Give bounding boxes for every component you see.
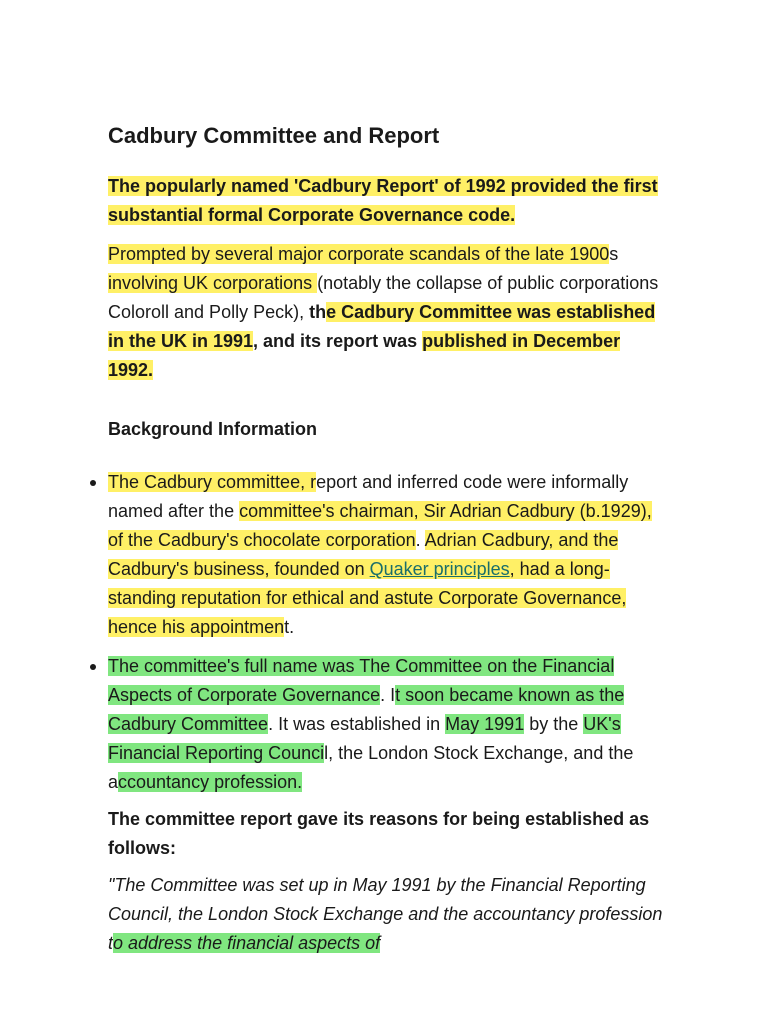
quaker-principles-link[interactable]: Quaker principles xyxy=(369,559,510,579)
intro-text-1: s xyxy=(609,244,619,264)
page-title: Cadbury Committee and Report xyxy=(108,123,440,148)
lead-text: The popularly named 'Cadbury Report' of 1992 provided the first substantial formal Corporate Governance code. xyxy=(108,176,658,225)
quote-highlight: o address the financial aspects of xyxy=(113,933,381,953)
quote-paragraph xyxy=(108,871,668,958)
intro-bold-highlight-2: published in December 1992. xyxy=(108,331,621,380)
background-list xyxy=(108,468,668,797)
bullet2-highlight-1: The committee's full name was The Committee on the Financial Aspects of Corporate Governance xyxy=(108,656,615,705)
bullet1-highlight-4: , had a long-standing reputation for ethical and astute Corporate Governance, hence his appointmen xyxy=(108,559,627,637)
list-item xyxy=(108,652,668,797)
intro-highlight-1: Prompted by several major corporate scandals of the late 1900 xyxy=(108,244,610,264)
intro-bold-2: , and its report was xyxy=(253,331,423,351)
bullet1-highlight-2: committee's chairman, Sir Adrian Cadbury (b.1929), of the Cadbury's chocolate corporation xyxy=(108,501,652,550)
document-content xyxy=(108,121,668,958)
intro-text-2: (notably the collapse of public corporations Coloroll and Polly Peck), xyxy=(108,273,659,322)
bullet2-text-3: by the xyxy=(524,714,584,734)
bullet2-highlight-4: UK's Financial Reporting Counci xyxy=(108,714,621,763)
lead-paragraph xyxy=(108,172,668,230)
bullet2-text-2: . It was established in xyxy=(268,714,446,734)
bullet1-highlight-1: The Cadbury committee, r xyxy=(108,472,317,492)
bullet2-text-4: l, the London Stock Exchange, and the a xyxy=(108,743,634,792)
bullet1-text-2: . xyxy=(415,530,421,550)
bullet1-highlight-3: Adrian Cadbury, and the Cadbury's business, founded on xyxy=(108,530,619,579)
intro-highlight-2: involving UK corporations xyxy=(108,273,318,293)
bullet2-text-1: . I xyxy=(380,685,396,705)
intro-paragraph xyxy=(108,240,668,385)
bullet2-highlight-3: May 1991 xyxy=(445,714,525,734)
list-item xyxy=(108,468,668,642)
quote-text: "The Committee was set up in May 1991 by the Financial Reporting Council, the London Stock Exchange and the accountancy profession t xyxy=(108,875,663,953)
bullet2-highlight-5: ccountancy profession. xyxy=(118,772,303,792)
reasons-heading: The committee report gave its reasons for being established as follows: xyxy=(108,809,650,858)
intro-bold-highlight: e Cadbury Committee was established in the UK in 1991 xyxy=(108,302,656,351)
bullet1-text-1: eport and inferred code were informally named after the xyxy=(108,472,629,521)
bullet1-text-3: t. xyxy=(284,617,295,637)
background-heading: Background Information xyxy=(108,419,318,439)
bullet2-highlight-2: t soon became known as the Cadbury Committee xyxy=(108,685,625,734)
intro-bold-1: th xyxy=(309,302,327,322)
